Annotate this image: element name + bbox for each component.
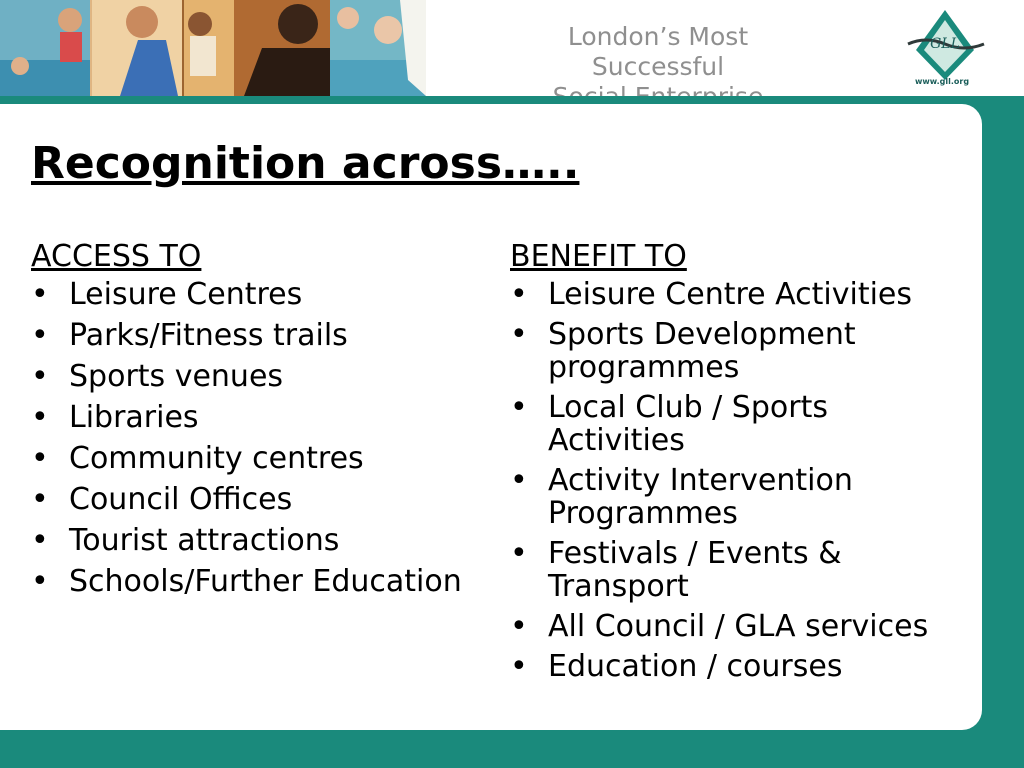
list-item: • Leisure Centres: [31, 278, 491, 312]
header-band: [0, 0, 1024, 96]
logo-text: GLL: [930, 36, 960, 52]
list-item: • Tourist attractions: [31, 524, 491, 558]
benefit-to-heading: BENEFIT TO: [510, 239, 687, 274]
slide-title: Recognition across…..: [31, 138, 580, 189]
list-item: • Parks/Fitness trails: [31, 319, 491, 353]
list-item: • Festivals / Events & Transport: [510, 537, 960, 603]
list-item: • Community centres: [31, 442, 491, 476]
list-item: • Libraries: [31, 401, 491, 435]
benefit-to-list: [510, 278, 960, 683]
tagline-line-1: London’s Most Successful: [567, 22, 749, 81]
logo-url: www.gll.org: [914, 77, 970, 86]
list-item: • Activity Intervention Programmes: [510, 464, 960, 530]
access-to-column: [31, 240, 491, 606]
list-item: • Sports venues: [31, 360, 491, 394]
access-to-heading: ACCESS TO: [31, 239, 202, 274]
list-item: • Local Club / Sports Activities: [510, 391, 960, 457]
list-item: • Sports Development programmes: [510, 318, 960, 384]
benefit-to-column: [510, 240, 960, 690]
list-item: • Education / courses: [510, 650, 960, 683]
list-item: • Council Offices: [31, 483, 491, 517]
access-to-list: [31, 278, 491, 599]
list-item: • Schools/Further Education: [31, 565, 491, 599]
list-item: • All Council / GLA services: [510, 610, 960, 643]
header-photo-collage: [0, 0, 426, 96]
list-item: • Leisure Centre Activities: [510, 278, 960, 311]
